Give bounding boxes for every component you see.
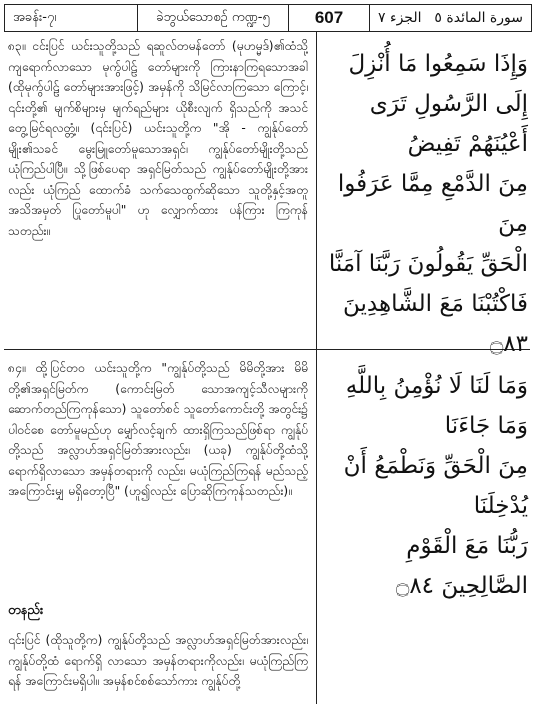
arabic-line: رَبُّنَا مَعَ الْقَوْمِ (406, 533, 528, 559)
arabic-line: وَمَا لَنَا لَا نُؤْمِنُ بِاللَّهِ وَمَا جَاءَنَا (345, 373, 528, 439)
arabic-line: وَإِذَا سَمِعُوا مَا أُنْزِلَ (348, 51, 528, 77)
chapter-label: အခန်း-၇၊ (5, 5, 138, 31)
arabic-line: مِنَ الدَّمْعِ مِمَّا عَرَفُوا مِنَ (337, 171, 528, 237)
page-header (4, 4, 532, 32)
verse-84-translation (8, 358, 308, 502)
arabic-header (370, 5, 531, 31)
arabic-line: أَعْيُنَهُمْ تَفِيضُ (407, 131, 528, 157)
verse-83-translation (8, 36, 308, 241)
arabic-line: الْحَقِّ يَقُولُونَ رَبَّنَا آمَنَّا (328, 251, 528, 277)
arabic-line: إِلَى الرَّسُولِ تَرَى (369, 91, 528, 117)
tafsir-text: ၎င်းပြင် (ထိုသူတို့က) ကျွန်ုပ်တို့သည် အလ္လာဟ်အရှင်မြတ်အားလည်း၊ ကျွန်ုပ်တို့ထံ ရောက်ရှိ လာသော အမှန်တရားကိုလည်း၊ မယုံကြည်ကြရန် အကြောင်းမရှိပါ။ အမှန်စင်စစ်သော်ကား ကျွန်ုပ်တို့ (8, 633, 308, 688)
tafsir-body (8, 630, 308, 692)
tafsir-heading: တနည်း (8, 603, 44, 618)
column-divider (316, 31, 317, 704)
surah-name: سورة المائدة ٥ (434, 10, 523, 26)
verse-83-text: ၈၃။ ငင်းပြင် ယင်းသူတို့သည် ရဆူလ်တမန်တော် (မုဟမ္မဒ်)၏ထံသို့ ကျရောက်လာသော မုကွ်ပါဠ် တော်များကို ကြားနာကြရသောအခါ (ထိုမုကွ်ပါဠ် တော်များအားဖြင့်) အမှန်ကို သိမြင်လာကြသော ကြောင့်၊ ၎င်းတို့၏ မျက်စိများမှ မျက်ရည်များ ယိုစီးလျက် ရှိသည်ကို အသင်တွေ့မြင်ရလတ္တံ့။ (၎င်းပြင်) ယင်းသူတို့က "အို - ကျွန်ုပ်တော်မျိုး၏သခင် မွေးမြူတော်မူသောအရှင်၊ ကျွန်ုပ်တော်မျိုးတို့သည် ယုံကြည်ပါပြီ။ သို့ဖြစ်ပေရာ အရှင်မြတ်သည် ကျွန်ုပ်တော်မျိုးတို့အားလည်း ယုံကြည် ထောက်ခံ သက်သေထွက်ဆိုသော သူတို့နှင့်အတူ အသိအမှတ် ပြုတော်မူပါ" ဟု လျှောက်ထား ပန်ကြား ကြကုန် သတည်း။ (8, 39, 308, 238)
quran-page (4, 4, 534, 704)
arabic-line: فَاكْتُبْنَا مَعَ الشَّاهِدِينَ ۝٨٣ (343, 291, 528, 357)
arabic-line: مِنَ الْحَقِّ وَنَطْمَعُ أَنْ يُدْخِلَنَا (343, 453, 528, 519)
verse-84-arabic (324, 366, 528, 606)
juz-label: الجزء ٧ (378, 10, 422, 26)
page-number: 607 (289, 5, 370, 31)
verse-83-arabic (324, 44, 528, 364)
arabic-line: الصَّالِحِينَ ۝٨٤ (395, 573, 528, 599)
verse-84-text: ၈၄။ ထို့ပြင်တဝ ယင်းသူတို့က "ကျွန်ုပ်တို့သည် မိမိတို့အား မိမိတို့၏အရှင်မြတ်က (ကောင်းမြတ် သောအကျင့်သီလများကို ဆောက်တည်ကြကုန်သော) သူတော်စင် သူတော်ကောင်းတို့ အတွင်း၌ ပါဝင်စေ တော်မူမည်ဟု မျှော်လင့်ချက် ထားရှိကြသည်ဖြစ်ရာ ကျွန်ုပ်တို့သည် အလ္လာဟ်အရှင်မြတ်အားလည်း၊ (ယခု) ကျွန်ုပ်တို့ထံသို့ ရောက်ရှိလာသော အမှန်တရားကို လည်း၊ မယုံကြည်ကြရန် မည်သည့်အကြောင်းမျှ မရှိတော့ပြီ" (ဟူ၍လည်း ပြောဆိုကြကုန်သတည်း)။ (8, 361, 308, 498)
book-title: ခဲဘွယ်သောစဉ် ကဏ္ဍ-၅ (138, 5, 289, 31)
